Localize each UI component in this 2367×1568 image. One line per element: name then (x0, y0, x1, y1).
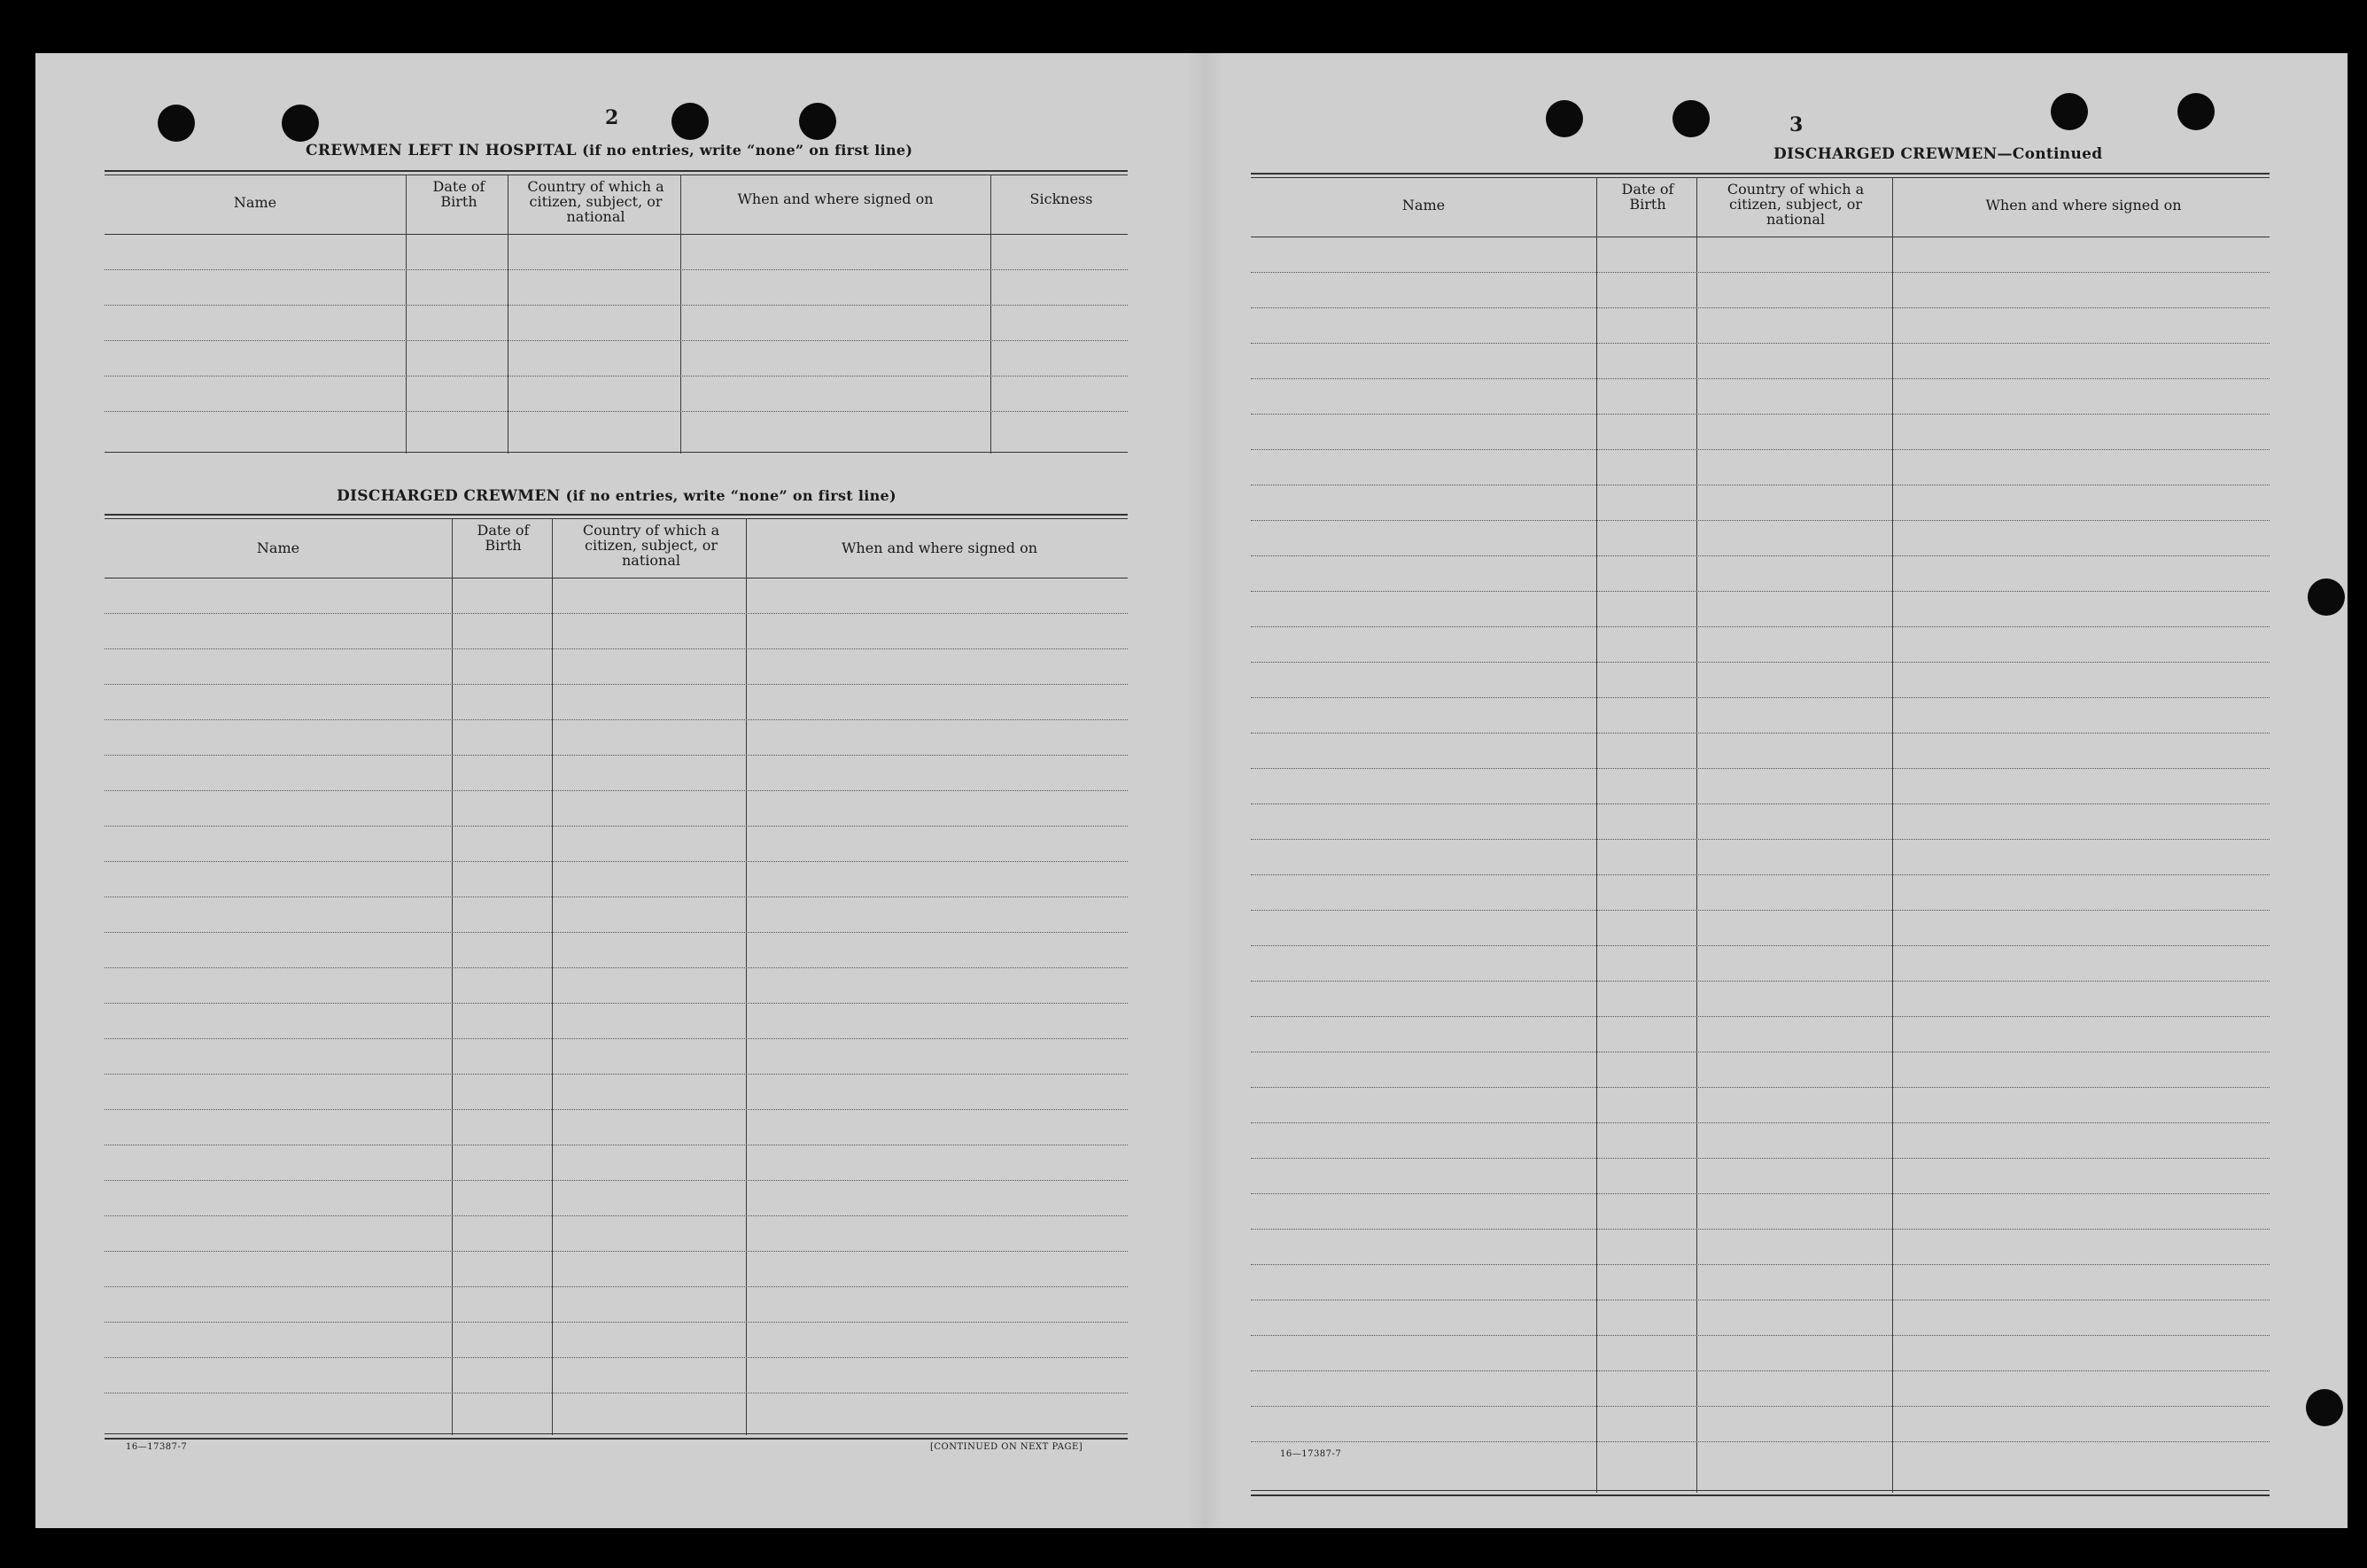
column-header: Name (1401, 197, 1446, 213)
page-number: 3 (1789, 113, 1804, 136)
column-header: Country of which a citizen, subject, or national (582, 522, 720, 569)
punch-hole (2177, 93, 2215, 130)
hospital-section-title (306, 142, 912, 159)
discharged-continued-table (1251, 173, 2270, 1497)
left-page (35, 53, 1214, 1528)
continued-note: [CONTINUED ON NEXT PAGE] (930, 1442, 1083, 1452)
column-header: Country of which a citizen, subject, or national (527, 178, 664, 225)
form-number: 16—17387-7 (1280, 1449, 1342, 1459)
page-fold (1187, 53, 1222, 1528)
right-page (1214, 53, 2348, 1528)
punch-hole (1546, 100, 1583, 137)
column-header: Date of Birth (1621, 181, 1674, 213)
column-header: Date of Birth (432, 178, 485, 210)
document-scan (35, 53, 2348, 1528)
punch-hole (1672, 100, 1710, 137)
discharged-section-title (337, 487, 896, 505)
form-number: 16—17387-7 (126, 1442, 188, 1452)
column-header: Name (233, 194, 277, 211)
punch-hole (2308, 578, 2345, 616)
punch-hole (2306, 1389, 2343, 1426)
section-note: (if no entries, write “none” on first line) (582, 142, 913, 159)
column-header: Sickness (1029, 190, 1093, 207)
punch-hole (671, 103, 709, 140)
punch-hole (282, 105, 319, 142)
column-header: When and where signed on (737, 190, 934, 207)
column-header: When and where signed on (841, 539, 1038, 556)
page-number: 2 (605, 106, 619, 129)
column-header: Date of Birth (477, 522, 530, 554)
discharged-table (105, 514, 1128, 1440)
hospital-table (105, 170, 1128, 458)
right-section-title: DISCHARGED CREWMEN—Continued (1773, 145, 2103, 163)
section-title-text: CREWMEN LEFT IN HOSPITAL (306, 142, 577, 159)
punch-hole (799, 103, 836, 140)
column-header: Country of which a citizen, subject, or national (1727, 181, 1865, 228)
section-note: (if no entries, write “none” on first line) (565, 487, 896, 504)
punch-hole (2051, 93, 2088, 130)
column-header: Name (256, 539, 300, 556)
column-header: When and where signed on (1985, 197, 2182, 213)
section-title-text: DISCHARGED CREWMEN (337, 487, 561, 505)
punch-hole (158, 105, 195, 142)
